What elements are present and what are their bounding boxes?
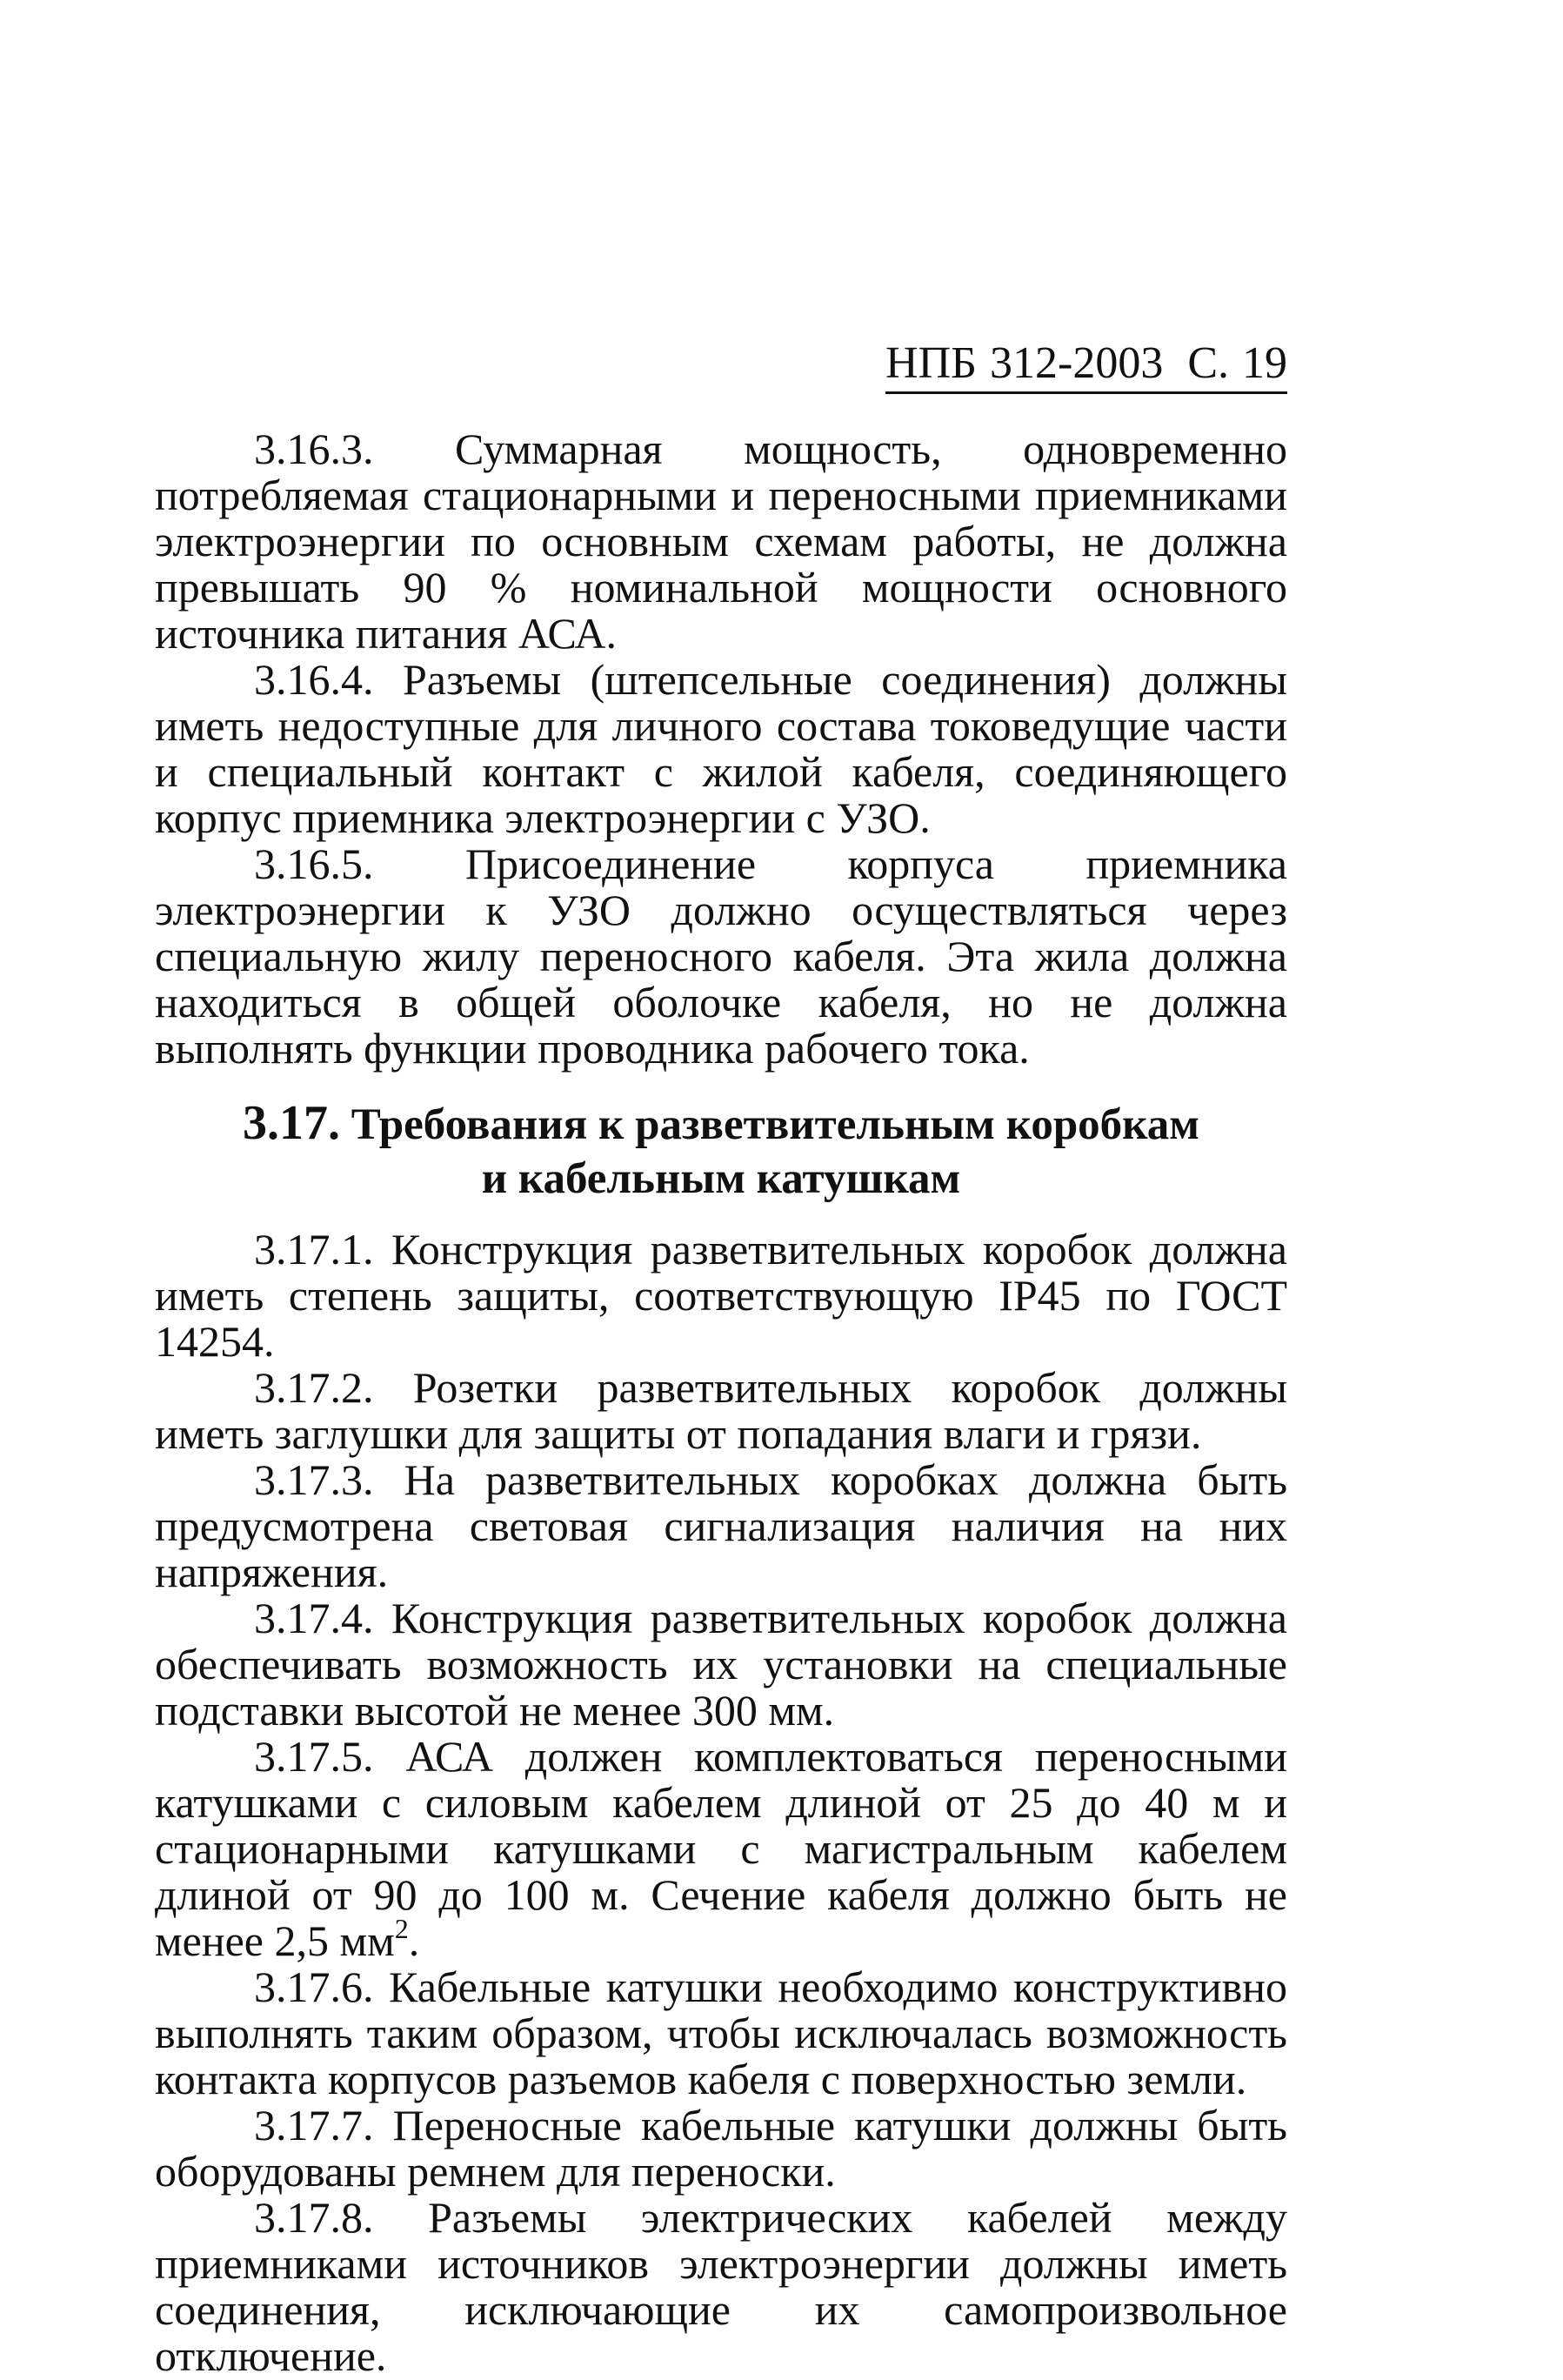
paragraph-3-17-5-text: 3.17.5. АСА должен комплектоваться переносными катушками с силовым кабелем длиной от 25 до 40 м и стационарными катушками с магистральным кабелем длиной от 90 до 100 м. Сечение кабеля должно быть не менее 2,5 мм [155, 1732, 1287, 1965]
running-header [885, 338, 1287, 394]
document-code: НПБ 312-2003 [885, 338, 1164, 388]
paragraph-3-17-7: 3.17.7. Переносные кабельные катушки должны быть оборудованы ремнем для переноски. [155, 2101, 1287, 2196]
paragraph-3-17-4: 3.17.4. Конструкция разветвительных коробок должна обеспечивать возможность их установки на специальные подставки высотой не менее 300 мм. [155, 1594, 1287, 1735]
paragraph-3-16-5: 3.16.5. Присоединение корпуса приемника электроэнергии к УЗО должно осуществляться через специальную жилу переносного кабеля. Эта жила должна находиться в общей оболочке кабеля, но не должна выполнять функции проводника рабочего тока. [155, 839, 1287, 1073]
paragraph-3-17-6: 3.17.6. Кабельные катушки необходимо конструктивно выполнять таким образом, чтобы исключалась возможность контакта корпусов разъемов кабеля с поверхностью земли. [155, 1962, 1287, 2103]
paragraph-3-17-8: 3.17.8. Разъемы электрических кабелей между приемниками источников электроэнергии должны иметь соединения, исключающие их самопроизвольное отключение. [155, 2193, 1287, 2380]
section-title-line1: Требования к разветвительным коробкам [351, 1100, 1200, 1149]
paragraph-3-17-2: 3.17.2. Розетки разветвительных коробок должны иметь заглушки для защиты от попадания влаги и грязи. [155, 1363, 1287, 1458]
document-body [155, 426, 1287, 2379]
page-number: С. 19 [1187, 338, 1287, 388]
paragraph-3-17-1: 3.17.1. Конструкция разветвительных коробок должна иметь степень защиты, соответствующую IP45 по ГОСТ 14254. [155, 1225, 1287, 1366]
section-heading-line1 [155, 1096, 1287, 1152]
paragraph-3-16-3: 3.16.3. Суммарная мощность, одновременно потребляемая стационарными и переносными приемниками электроэнергии по основным схемам работы, не должна превышать 90 % номинальной мощности основного источника питания АСА. [155, 425, 1287, 658]
section-number: 3.17. [242, 1096, 340, 1150]
paragraph-3-17-5 [155, 1734, 1287, 1964]
superscript: 2 [394, 1913, 409, 1944]
paragraph-3-16-4: 3.16.4. Разъемы (штепсельные соединения) должны иметь недоступные для личного состава токоведущие части и специальный контакт с жилой кабеля, соединяющего корпус приемника электроэнергии с УЗО. [155, 655, 1287, 842]
paragraph-3-17-3: 3.17.3. На разветвительных коробках должна быть предусмотрена световая сигнализация наличия на них напряжения. [155, 1455, 1287, 1596]
paragraph-3-17-5-end: . [408, 1916, 420, 1965]
section-title-line2: и кабельным катушкам [481, 1154, 961, 1203]
section-heading [155, 1096, 1287, 1206]
